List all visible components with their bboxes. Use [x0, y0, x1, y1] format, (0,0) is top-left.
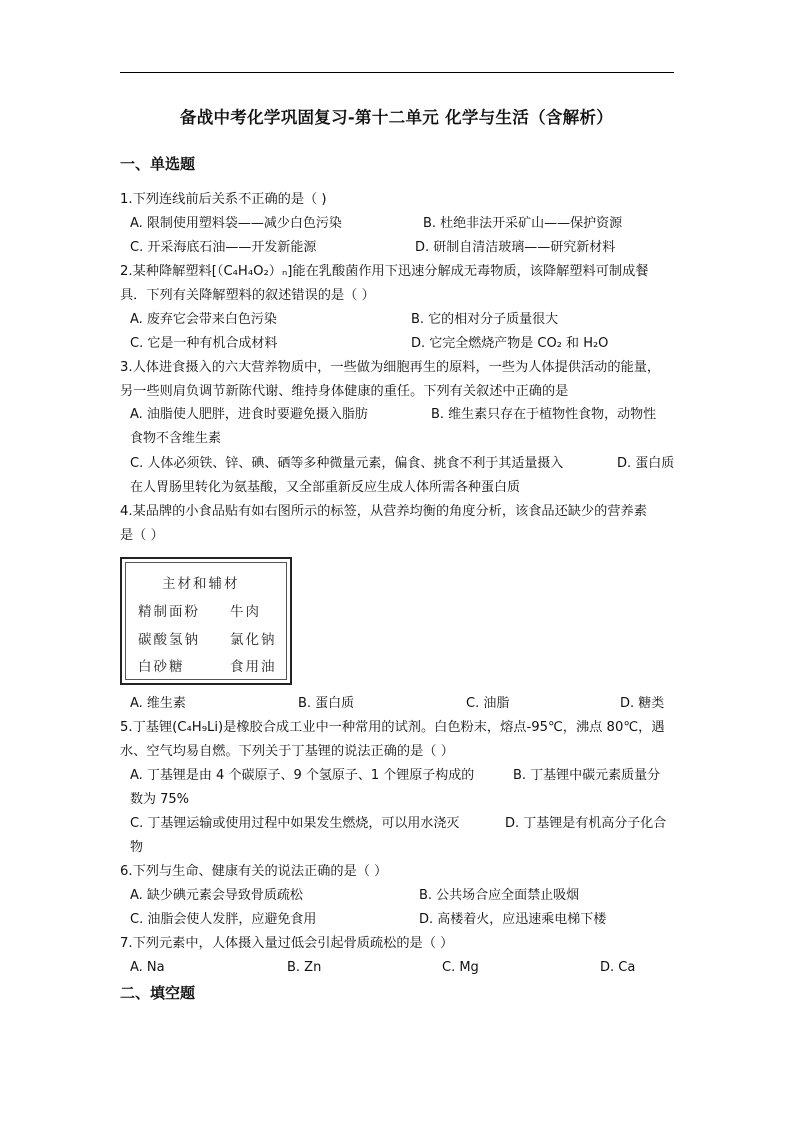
q1-option-a: A. 限制使用塑料袋——减少白色污染 [130, 216, 342, 231]
q5-option-b-line2: 数为 75% [130, 792, 190, 807]
q7-option-c: C. Mg [442, 960, 479, 975]
q7-option-a: A. Na [130, 960, 165, 975]
food-label-title: 主材和辅材 [162, 576, 240, 592]
q7-option-d: D. Ca [600, 960, 636, 975]
q5-stem-line1: 5.丁基锂(C₄H₉Li)是橡胶合成工业中一种常用的试剂。白色粉末，熔点-95℃，沸点 80℃，遇 [120, 720, 665, 735]
q5-option-a: A. 丁基锂是由 4 个碳原子、9 个氢原子、1 个锂原子构成的 [130, 768, 475, 783]
food-label-item: 牛肉 [230, 604, 261, 620]
q6-option-d: D. 高楼着火，应迅速乘电梯下楼 [419, 912, 607, 927]
q6-option-a: A. 缺少碘元素会导致骨质疏松 [130, 888, 303, 903]
q7-option-b: B. Zn [287, 960, 322, 975]
q3-stem-line1: 3.人体进食摄入的六大营养物质中，一些做为细胞再生的原料，一些为人体提供活动的能量， [120, 360, 661, 375]
q5-option-c: C. 丁基锂运输或使用过程中如果发生燃烧，可以用水浇灭 [130, 816, 460, 831]
q2-option-c: C. 它是一种有机合成材料 [130, 336, 278, 351]
q4-stem-line1: 4.某品牌的小食品贴有如右图所示的标签，从营养均衡的角度分析，该食品还缺少的营养素 [120, 504, 647, 519]
q7-stem: 7.下列元素中，人体摄入量过低会引起骨质疏松的是（ ） [120, 936, 454, 951]
food-label-item: 白砂糖 [138, 659, 185, 675]
q5-option-d-line1: D. 丁基锂是有机高分子化合 [505, 816, 667, 831]
q2-stem-line2: 具．下列有关降解塑料的叙述错误的是（ ） [120, 288, 375, 303]
food-label-item: 食用油 [230, 659, 277, 675]
q2-option-a: A. 废弃它会带来白色污染 [130, 312, 277, 327]
q3-option-b-line2: 食物不含维生素 [130, 431, 222, 446]
q6-option-c: C. 油脂会使人发胖，应避免食用 [130, 912, 317, 927]
q2-option-d: D. 它完全燃烧产物是 CO₂ 和 H₂O [411, 336, 609, 351]
q6-option-b: B. 公共场合应全面禁止吸烟 [419, 888, 580, 903]
q5-option-b-line1: B. 丁基锂中碳元素质量分 [513, 768, 661, 783]
food-label-item: 氯化钠 [230, 632, 277, 648]
q1-option-c: C. 开采海底石油——开发新能源 [130, 240, 317, 255]
q5-option-d-line2: 物 [130, 840, 144, 855]
q6-stem: 6.下列与生命、健康有关的说法正确的是（ ） [120, 864, 388, 879]
q4-option-a: A. 维生素 [130, 696, 186, 711]
q1-option-d: D. 研制自清洁玻璃——研究新材料 [415, 240, 616, 255]
q5-stem-line2: 水、空气均易自燃。下列关于丁基锂的说法正确的是（ ） [120, 744, 454, 759]
q2-stem-line1: 2.某种降解塑料[（C₄H₄O₂）ₙ]能在乳酸菌作用下迅速分解成无毒物质，该降解塑料可制成餐 [120, 264, 649, 279]
document-title: 备战中考化学巩固复习-第十二单元 化学与生活（含解析） [179, 108, 614, 127]
header-rule [120, 72, 674, 73]
q3-option-d-line2: 在人胃肠里转化为氨基酸，又全部重新反应生成人体所需各种蛋白质 [130, 480, 521, 495]
q3-stem-line2: 另一些则肩负调节新陈代谢、维持身体健康的重任。下列有关叙述中正确的是 [120, 384, 569, 399]
q3-option-b-line1: B. 维生素只存在于植物性食物，动物性 [431, 407, 657, 422]
food-label-item: 碳酸氢钠 [138, 632, 200, 648]
q4-stem-line2: 是（ ） [120, 528, 164, 543]
food-label-item: 精制面粉 [138, 604, 200, 620]
q1-stem: 1.下列连线前后关系不正确的是（ ) [120, 192, 327, 207]
food-label-image [120, 557, 292, 685]
section-heading-single-choice: 一、单选题 [120, 155, 196, 173]
q3-option-d-line1: D. 蛋白质 [617, 456, 675, 471]
section-heading-fill-in: 二、填空题 [120, 984, 196, 1002]
q3-option-c: C. 人体必须铁、锌、碘、硒等多种微量元素，偏食、挑食不利于其适量摄入 [130, 456, 564, 471]
q3-option-a: A. 油脂使人肥胖，进食时要避免摄入脂肪 [130, 407, 368, 422]
q1-option-b: B. 杜绝非法开采矿山——保护资源 [423, 216, 623, 231]
q4-option-d: D. 糖类 [620, 696, 665, 711]
q4-option-b: B. 蛋白质 [298, 696, 355, 711]
q4-option-c: C. 油脂 [466, 696, 510, 711]
q2-option-b: B. 它的相对分子质量很大 [411, 312, 559, 327]
